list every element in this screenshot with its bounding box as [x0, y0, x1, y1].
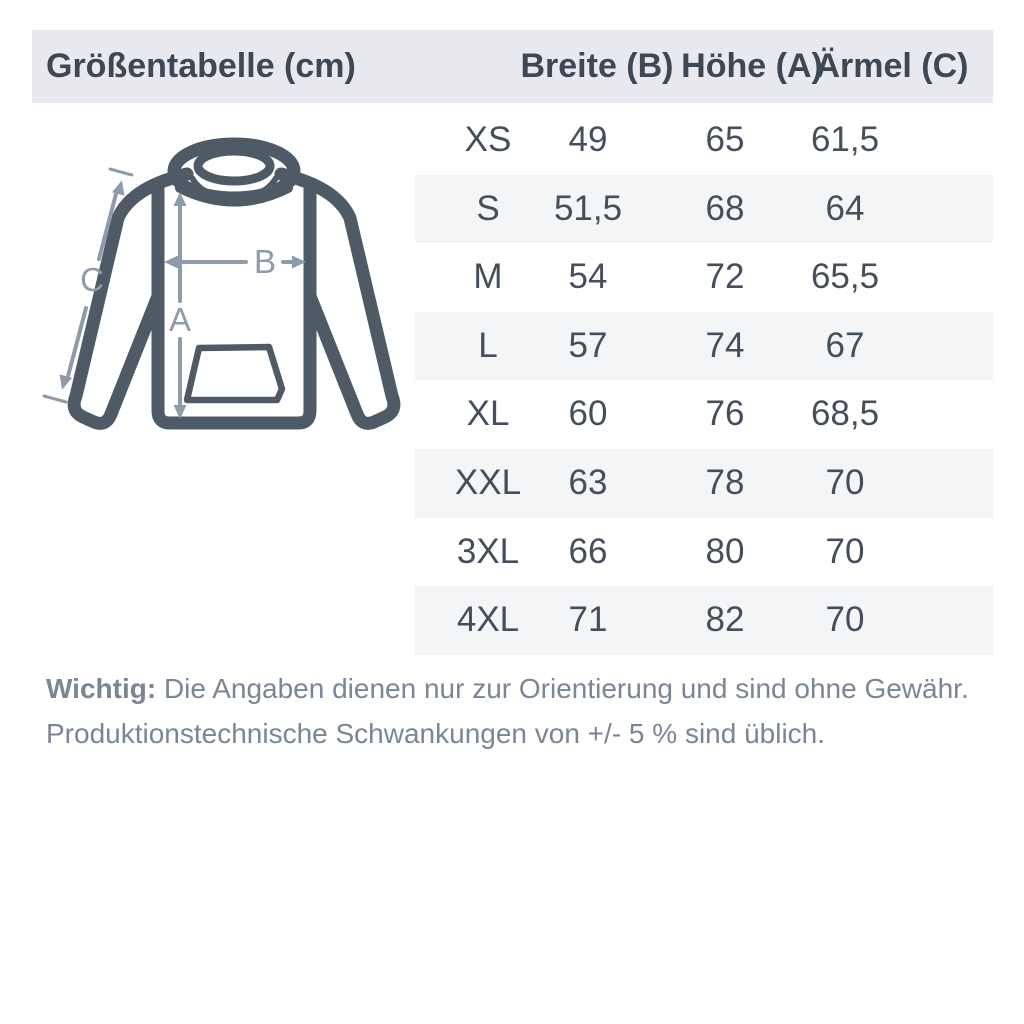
cell-breite-value: 51,5: [553, 188, 623, 228]
dimension-label-b: B: [253, 243, 277, 280]
cell-size-label: L: [478, 325, 498, 365]
note-line-1-rest: Die Angaben dienen nur zur Orientierung und sind ohne Gewähr.: [163, 673, 969, 704]
cell-breite-value: 54: [568, 257, 608, 297]
cell-aermel-value: 70: [825, 462, 865, 502]
cell-hoehe-value: 76: [705, 394, 745, 434]
dimension-label-a: A: [168, 301, 192, 338]
cell-size-label: 4XL: [456, 600, 520, 640]
cell-hoehe-value: 74: [705, 325, 745, 365]
cell-aermel-value: 68,5: [810, 394, 880, 434]
cell-breite-value: 71: [568, 600, 608, 640]
cell-breite-value: 63: [568, 462, 608, 502]
cell-breite-value: 49: [568, 120, 608, 159]
cell-breite-value: 57: [568, 325, 608, 365]
table-row: [32, 586, 993, 655]
cell-aermel-value: 64: [825, 188, 865, 228]
page-title: Größentabelle (cm): [46, 47, 356, 85]
row-stripe: [415, 312, 993, 381]
cell-hoehe-value: 68: [705, 188, 745, 228]
cell-breite-value: 60: [568, 394, 608, 434]
cell-size-label: XS: [464, 120, 512, 159]
cell-aermel-value: 61,5: [810, 120, 880, 159]
dimension-label-c: C: [80, 261, 104, 298]
note-line-2: Produktionstechnische Schwankungen von +/- 5 % sind üblich.: [46, 718, 826, 749]
cell-hoehe-value: 72: [705, 257, 745, 297]
table-row: [32, 175, 993, 244]
cell-hoehe-value: 80: [705, 531, 745, 571]
cell-hoehe-value: 65: [705, 120, 745, 159]
cell-size-label: XL: [466, 394, 510, 434]
table-row: [32, 243, 993, 312]
column-header-aermel: Ärmel (C): [815, 47, 969, 85]
note-text: [46, 666, 976, 756]
size-chart-header-band: [32, 30, 993, 103]
cell-hoehe-value: 82: [705, 600, 745, 640]
table-row: [32, 106, 993, 175]
table-row: [32, 380, 993, 449]
column-header-hoehe: Höhe (A): [681, 47, 823, 85]
cell-aermel-value: 70: [825, 531, 865, 571]
cell-size-label: XXL: [454, 462, 522, 502]
cell-hoehe-value: 78: [705, 462, 745, 502]
cell-breite-value: 66: [568, 531, 608, 571]
cell-size-label: 3XL: [456, 531, 520, 571]
table-row: [32, 518, 993, 587]
row-stripe: [415, 175, 993, 244]
cell-aermel-value: 67: [825, 325, 865, 365]
cell-size-label: M: [473, 257, 503, 297]
note-line-1: [46, 666, 976, 711]
column-header-breite: Breite (B): [520, 47, 674, 85]
table-row: [32, 449, 993, 518]
size-table-rows: [32, 106, 993, 655]
table-row: [32, 312, 993, 381]
cell-aermel-value: 70: [825, 600, 865, 640]
cell-aermel-value: 65,5: [810, 257, 880, 297]
cell-size-label: S: [476, 188, 500, 228]
note-important-label: Wichtig:: [46, 673, 157, 704]
